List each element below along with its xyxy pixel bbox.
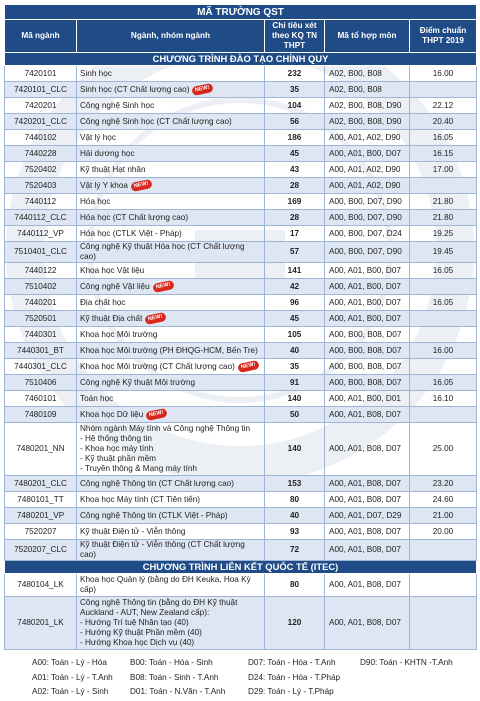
program-name xyxy=(77,524,265,540)
benchmark-score xyxy=(410,82,477,98)
program-name xyxy=(77,476,265,492)
quota-value: 96 xyxy=(265,295,325,311)
benchmark-score: 16.05 xyxy=(410,130,477,146)
table-row xyxy=(5,476,477,492)
program-name-line: - Truyền thông & Mạng máy tính xyxy=(80,464,197,473)
program-code: 7520207 xyxy=(5,524,77,540)
quota-value: 45 xyxy=(265,146,325,162)
quota-value: 105 xyxy=(265,327,325,343)
table-row xyxy=(5,597,477,650)
section-header xyxy=(5,561,477,574)
subject-combo: A00, B00, B08, D07 xyxy=(325,375,410,391)
program-name-text: Kỹ thuật Điện tử - Viễn thông (CT Chất lượng cao) xyxy=(80,540,245,559)
program-name xyxy=(77,226,265,242)
benchmark-score: 16.05 xyxy=(410,375,477,391)
benchmark-score xyxy=(410,311,477,327)
table-row xyxy=(5,359,477,375)
quota-value: 140 xyxy=(265,423,325,476)
program-name xyxy=(77,391,265,407)
legend-item: A00: Toán - Lý - Hóa xyxy=(32,658,107,667)
program-name-text: Khoa học Môi trường (PH ĐHQG-HCM, Bến Tre) xyxy=(80,345,258,355)
program-name xyxy=(77,114,265,130)
program-name-text: Khoa học Dữ liệu xyxy=(80,409,144,419)
program-name-text: Công nghệ Sinh học (CT Chất lượng cao) xyxy=(80,116,232,126)
subject-combo: A00, A01, B00, D07 xyxy=(325,146,410,162)
legend-item: B08: Toán - Sinh - T.Anh xyxy=(130,672,219,682)
section-title: CHƯƠNG TRÌNH ĐÀO TẠO CHÍNH QUY xyxy=(5,53,477,66)
program-name-line: - Kỹ thuật phần mềm xyxy=(80,454,156,463)
legend-item: A02: Toán - Lý - Sinh xyxy=(32,687,109,696)
table-row xyxy=(5,162,477,178)
benchmark-score: 21.80 xyxy=(410,194,477,210)
quota-value: 80 xyxy=(265,492,325,508)
program-name-text: Khoa học Máy tính (CT Tiên tiến) xyxy=(80,494,200,504)
program-name xyxy=(77,407,265,423)
quota-value: 104 xyxy=(265,98,325,114)
quota-value: 28 xyxy=(265,178,325,194)
subject-combo-legend xyxy=(32,656,472,700)
program-code: 7480201_CLC xyxy=(5,476,77,492)
subject-combo: A00, A01, B00, D01 xyxy=(325,391,410,407)
program-code: 7440301_BT xyxy=(5,343,77,359)
table-row xyxy=(5,194,477,210)
table-row xyxy=(5,82,477,98)
subject-combo: A00, A01, B00, D07 xyxy=(325,295,410,311)
subject-combo: A02, B00, B08, D90 xyxy=(325,114,410,130)
program-name-text: Sinh học xyxy=(80,68,112,78)
program-code: 7440122 xyxy=(5,263,77,279)
program-code: 7420101_CLC xyxy=(5,82,77,98)
program-name-text: Vật lý Y khoa xyxy=(80,180,128,190)
subject-combo: A00, A01, B08, D07 xyxy=(325,574,410,597)
quota-value: 43 xyxy=(265,162,325,178)
header-score: Điểm chuẩn THPT 2019 xyxy=(410,20,477,53)
benchmark-score: 16.00 xyxy=(410,66,477,82)
program-name-text: Khoa học Môi trường xyxy=(80,329,158,339)
program-name xyxy=(77,295,265,311)
program-name-text: Kỹ thuật Địa chất xyxy=(80,313,143,323)
program-code: 7440301_CLC xyxy=(5,359,77,375)
quota-value: 120 xyxy=(265,597,325,650)
program-code: 7420101 xyxy=(5,66,77,82)
benchmark-score: 19.25 xyxy=(410,226,477,242)
subject-combo: A00, A01, B08, D07 xyxy=(325,597,410,650)
program-code: 7480109 xyxy=(5,407,77,423)
quota-value: 45 xyxy=(265,311,325,327)
table-row xyxy=(5,242,477,263)
new-badge: NEW! xyxy=(192,83,214,96)
benchmark-score: 16.10 xyxy=(410,391,477,407)
program-name-line: - Khoa học máy tính xyxy=(80,444,154,453)
header-quota: Chỉ tiêu xét theo KQ TN THPT xyxy=(265,20,325,53)
subject-combo: A00, B00, B08, D07 xyxy=(325,327,410,343)
program-name-text: Vật lý học xyxy=(80,132,116,142)
section-title: CHƯƠNG TRÌNH LIÊN KẾT QUỐC TẾ (ITEC) xyxy=(5,561,477,574)
benchmark-score xyxy=(410,574,477,597)
benchmark-score: 21.00 xyxy=(410,508,477,524)
legend-row xyxy=(32,685,472,700)
program-name-line: Công nghệ Thông tin (bằng do ĐH Kỹ thuật xyxy=(80,598,238,607)
program-code: 7420201_CLC xyxy=(5,114,77,130)
program-code: 7440228 xyxy=(5,146,77,162)
program-name-text: Hóa học (CTLK Việt - Pháp) xyxy=(80,228,182,238)
program-name-text: Hải dương học xyxy=(80,148,135,158)
quota-value: 42 xyxy=(265,279,325,295)
program-code: 7480201_NN xyxy=(5,423,77,476)
program-name-line: Khoa học Quản lý (bằng do ĐH Keuka, Hoa Kỳ cấp) xyxy=(80,575,251,594)
quota-value: 50 xyxy=(265,407,325,423)
legend-item xyxy=(360,671,472,686)
program-code: 7520207_CLC xyxy=(5,540,77,561)
program-name xyxy=(77,210,265,226)
new-badge: NEW! xyxy=(152,280,174,293)
table-row xyxy=(5,391,477,407)
program-code: 7440112_CLC xyxy=(5,210,77,226)
program-code: 7510406 xyxy=(5,375,77,391)
program-name-text: Hóa học (CT Chất lượng cao) xyxy=(80,212,189,222)
subject-combo: A00, A01, B08, D07 xyxy=(325,407,410,423)
program-code: 7520403 xyxy=(5,178,77,194)
program-code: 7440301 xyxy=(5,327,77,343)
program-name-text: Địa chất học xyxy=(80,297,126,307)
table-row xyxy=(5,327,477,343)
table-row xyxy=(5,343,477,359)
benchmark-score: 22.12 xyxy=(410,98,477,114)
program-code: 7480201_LK xyxy=(5,597,77,650)
legend-item xyxy=(360,685,472,700)
program-name-text: Khoa học Vật liệu xyxy=(80,265,145,275)
legend-item: D07: Toán - Hóa - T.Anh xyxy=(248,658,336,667)
header-name: Ngành, nhóm ngành xyxy=(77,20,265,53)
program-name xyxy=(77,327,265,343)
subject-combo: A00, B00, D07, D90 xyxy=(325,194,410,210)
subject-combo: A02, B00, B08 xyxy=(325,82,410,98)
legend-row xyxy=(32,656,472,671)
benchmark-score xyxy=(410,327,477,343)
quota-value: 186 xyxy=(265,130,325,146)
legend-row xyxy=(32,671,472,686)
benchmark-score: 16.05 xyxy=(410,295,477,311)
subject-combo: A00, A01, B00, D07 xyxy=(325,311,410,327)
subject-combo: A00, B00, B08, D07 xyxy=(325,359,410,375)
table-row xyxy=(5,375,477,391)
program-code: 7440112 xyxy=(5,194,77,210)
program-name xyxy=(77,508,265,524)
subject-combo: A00, B00, D07, D90 xyxy=(325,210,410,226)
subject-combo: A00, A01, B08, D07 xyxy=(325,423,410,476)
legend-item: B00: Toán - Hóa - Sinh xyxy=(130,658,213,667)
program-name xyxy=(77,574,265,597)
header-combo: Mã tổ hợp môn xyxy=(325,20,410,53)
table-row xyxy=(5,66,477,82)
new-badge: NEW! xyxy=(130,179,152,192)
benchmark-score: 24.60 xyxy=(410,492,477,508)
table-row xyxy=(5,574,477,597)
program-code: 7440201 xyxy=(5,295,77,311)
subject-combo: A00, A01, A02, D90 xyxy=(325,162,410,178)
quota-value: 56 xyxy=(265,114,325,130)
new-badge: NEW! xyxy=(145,312,167,325)
quota-value: 35 xyxy=(265,82,325,98)
program-name-text: Kỹ thuật Điện tử - Viễn thông xyxy=(80,526,186,536)
quota-value: 93 xyxy=(265,524,325,540)
subject-combo: A00, B00, D07, D90 xyxy=(325,242,410,263)
program-name-line: - Hướng Trí tuệ Nhân tạo (40) xyxy=(80,618,189,627)
benchmark-score: 17.00 xyxy=(410,162,477,178)
program-name-text: Công nghệ Kỹ thuật Môi trường xyxy=(80,377,196,387)
quota-value: 40 xyxy=(265,508,325,524)
program-name xyxy=(77,162,265,178)
program-name-text: Khoa học Môi trường (CT Chất lượng cao) xyxy=(80,361,235,371)
table-row xyxy=(5,492,477,508)
quota-value: 28 xyxy=(265,210,325,226)
quota-value: 232 xyxy=(265,66,325,82)
program-name xyxy=(77,359,265,375)
subject-combo: A00, A01, D07, D29 xyxy=(325,508,410,524)
subject-combo: A00, A01, B00, D07 xyxy=(325,263,410,279)
table-row xyxy=(5,540,477,561)
benchmark-score: 19.45 xyxy=(410,242,477,263)
quota-value: 57 xyxy=(265,242,325,263)
table-row xyxy=(5,423,477,476)
program-name-text: Kỹ thuật Hạt nhân xyxy=(80,164,146,174)
benchmark-score: 20.00 xyxy=(410,524,477,540)
program-code: 7520402 xyxy=(5,162,77,178)
table-row xyxy=(5,295,477,311)
program-code: 7510402 xyxy=(5,279,77,295)
subject-combo: A00, B00, D07, D24 xyxy=(325,226,410,242)
program-name-text: Sinh học (CT Chất lượng cao) xyxy=(80,84,190,94)
program-name-text: Công nghệ Sinh học xyxy=(80,100,155,110)
program-code: 7480101_TT xyxy=(5,492,77,508)
program-code: 7510401_CLC xyxy=(5,242,77,263)
table-row xyxy=(5,98,477,114)
program-code: 7420201 xyxy=(5,98,77,114)
subject-combo: A02, B00, B08 xyxy=(325,66,410,82)
subject-combo: A00, A01, B08, D07 xyxy=(325,524,410,540)
program-name-text: Hóa học xyxy=(80,196,111,206)
quota-value: 40 xyxy=(265,343,325,359)
program-name-text: Công nghệ Thông tin (CT Chất lượng cao) xyxy=(80,478,234,488)
program-name xyxy=(77,343,265,359)
program-name xyxy=(77,263,265,279)
table-row xyxy=(5,311,477,327)
program-name-text: Công nghệ Kỹ thuật Hóa học (CT Chất lượng cao) xyxy=(80,242,245,261)
program-name-text: Công nghệ Thông tin (CTLK Việt - Pháp) xyxy=(80,510,228,520)
program-name xyxy=(77,540,265,561)
table-row xyxy=(5,263,477,279)
subject-combo: A00, A01, A02, D90 xyxy=(325,130,410,146)
program-name xyxy=(77,375,265,391)
program-name xyxy=(77,194,265,210)
program-name xyxy=(77,146,265,162)
table-row xyxy=(5,146,477,162)
quota-value: 17 xyxy=(265,226,325,242)
table-row xyxy=(5,524,477,540)
legend-item: D29: Toán - Lý - T.Pháp xyxy=(248,687,334,696)
benchmark-score: 21.80 xyxy=(410,210,477,226)
legend-item: A01: Toán - Lý - T.Anh xyxy=(32,672,113,682)
program-name xyxy=(77,597,265,650)
program-code: 7480104_LK xyxy=(5,574,77,597)
quota-value: 72 xyxy=(265,540,325,561)
header-code: Mã ngành xyxy=(5,20,77,53)
subject-combo: A00, A01, A02, D90 xyxy=(325,178,410,194)
table-row xyxy=(5,210,477,226)
program-name-line: - Hướng Khoa học Dịch vụ (40) xyxy=(80,638,195,647)
program-code: 7460101 xyxy=(5,391,77,407)
program-name-line: - Hướng Kỹ thuật Phần mềm (40) xyxy=(80,628,202,637)
legend-item: D24: Toán - Hóa - T.Pháp xyxy=(248,672,341,682)
subject-combo: A00, A01, B08, D07 xyxy=(325,540,410,561)
legend-item: D01: Toán - N.Văn - T.Anh xyxy=(130,687,226,696)
program-code: 7480201_VP xyxy=(5,508,77,524)
program-name xyxy=(77,66,265,82)
new-badge: NEW! xyxy=(237,360,259,373)
quota-value: 140 xyxy=(265,391,325,407)
program-code: 7440102 xyxy=(5,130,77,146)
program-name xyxy=(77,242,265,263)
benchmark-score: 16.00 xyxy=(410,343,477,359)
quota-value: 169 xyxy=(265,194,325,210)
benchmark-score: 20.40 xyxy=(410,114,477,130)
program-name xyxy=(77,130,265,146)
program-name xyxy=(77,423,265,476)
program-code: 7440112_VP xyxy=(5,226,77,242)
table-row xyxy=(5,226,477,242)
benchmark-score xyxy=(410,359,477,375)
benchmark-score xyxy=(410,540,477,561)
table-row xyxy=(5,114,477,130)
benchmark-score: 23.20 xyxy=(410,476,477,492)
admissions-table xyxy=(4,4,477,650)
new-badge: NEW! xyxy=(146,408,168,421)
table-row xyxy=(5,279,477,295)
program-name xyxy=(77,279,265,295)
program-name xyxy=(77,492,265,508)
subject-combo: A00, B00, B08, D07 xyxy=(325,343,410,359)
benchmark-score xyxy=(410,407,477,423)
table-row xyxy=(5,508,477,524)
program-name xyxy=(77,178,265,194)
program-code: 7520501 xyxy=(5,311,77,327)
school-code-title: MÃ TRƯỜNG QST xyxy=(5,5,477,20)
quota-value: 35 xyxy=(265,359,325,375)
program-name-text: Toán học xyxy=(80,393,114,403)
subject-combo: A00, A01, B08, D07 xyxy=(325,492,410,508)
program-name-line: Auckland - AUT, New Zealand cấp): xyxy=(80,608,210,617)
admissions-table-container xyxy=(4,4,476,650)
program-name-line: - Hệ thống thông tin xyxy=(80,434,152,443)
quota-value: 153 xyxy=(265,476,325,492)
subject-combo: A00, A01, B00, D07 xyxy=(325,279,410,295)
program-name-text: Công nghệ Vật liệu xyxy=(80,281,150,291)
program-name xyxy=(77,82,265,98)
section-header xyxy=(5,53,477,66)
table-row xyxy=(5,130,477,146)
subject-combo: A00, A01, B08, D07 xyxy=(325,476,410,492)
subject-combo: A02, B00, B08, D90 xyxy=(325,98,410,114)
benchmark-score xyxy=(410,597,477,650)
table-row xyxy=(5,178,477,194)
benchmark-score xyxy=(410,178,477,194)
quota-value: 91 xyxy=(265,375,325,391)
program-name xyxy=(77,98,265,114)
quota-value: 141 xyxy=(265,263,325,279)
legend-item: D90: Toán - KHTN -T.Anh xyxy=(360,658,453,667)
benchmark-score xyxy=(410,279,477,295)
table-row xyxy=(5,407,477,423)
program-name-line: Nhóm ngành Máy tính và Công nghệ Thông tin xyxy=(80,424,251,433)
program-name xyxy=(77,311,265,327)
quota-value: 80 xyxy=(265,574,325,597)
benchmark-score: 16.15 xyxy=(410,146,477,162)
benchmark-score: 25.00 xyxy=(410,423,477,476)
benchmark-score: 16.05 xyxy=(410,263,477,279)
